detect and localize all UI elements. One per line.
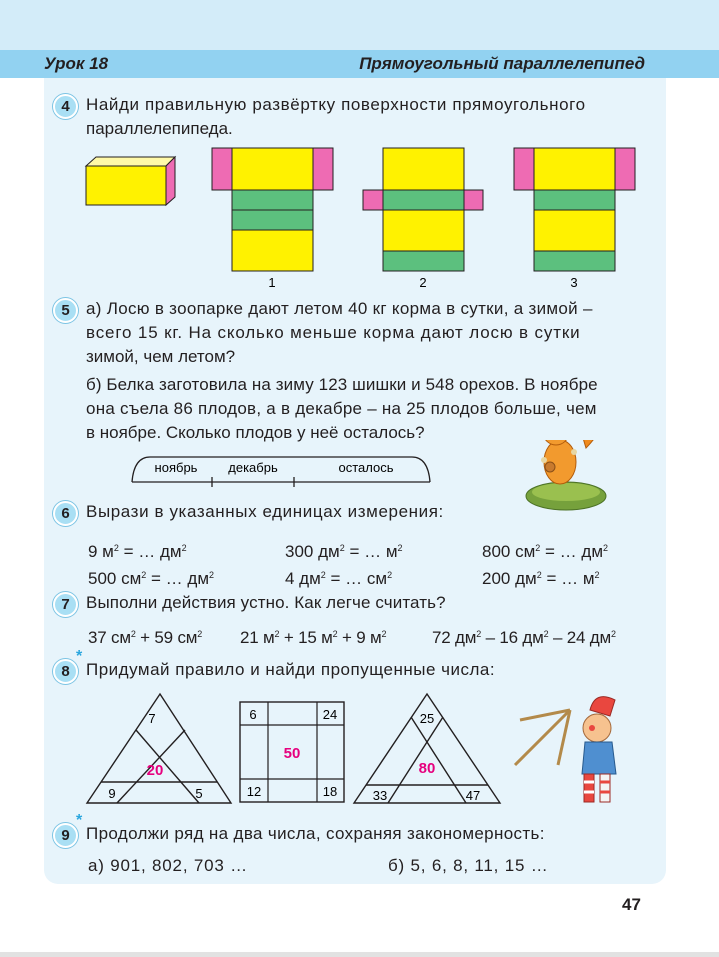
sequence-a: а) 901, 802, 703 … <box>88 856 248 875</box>
tri1-top: 7 <box>148 711 156 726</box>
task-4-number: 4 <box>53 94 78 119</box>
task-5b-line2: она съела 86 плодов, а в декабре – на 25 плодов больше, чем <box>86 399 597 418</box>
task-6-title: Вырази в указанных единицах измерения: <box>86 502 444 521</box>
task-8-figures <box>0 690 719 810</box>
task-5a-line1: а) Лосю в зоопарке дают летом 40 кг корма в сутки, а зимой – <box>86 299 593 318</box>
topic-title: Прямоугольный параллелепипед <box>359 54 645 73</box>
task-6-number: 6 <box>53 501 78 526</box>
task-8-number: 8 <box>53 659 78 684</box>
bottom-edge <box>0 952 719 957</box>
conversion-5: 4 $дм^2$ = … $см^2$ <box>285 569 393 588</box>
tri1-center: 20 <box>146 762 164 779</box>
task-5b-line1: б) Белка заготовила на зиму 123 шишки и 548 орехов. В ноябре <box>86 375 598 394</box>
number-square <box>240 702 344 802</box>
conversion-6: 200 $дм^2$ = … $м^2$ <box>482 569 600 588</box>
task-9-number: 9 <box>53 823 78 848</box>
expression-1: 37 $см^2 + 59$ $см^2$ <box>88 628 203 647</box>
sequence-b: б) 5, 6, 8, 11, 15 … <box>388 856 549 875</box>
net-3-label: 3 <box>570 275 578 290</box>
triangle-2 <box>354 694 500 803</box>
task-5a-line2: всего 15 кг. На сколько меньше корма дают лосю в сутки <box>86 323 581 342</box>
task-4-figures <box>0 0 719 300</box>
expression-3: 72 $дм^2 - 16$ $дм^2 - 24$ $дм^2$ <box>432 628 616 647</box>
tri2-center: 80 <box>418 760 436 777</box>
task-9-star: * <box>76 812 83 829</box>
expression-2: 21 $м^2 + 15$ $м^2 + 9$ $м^2$ <box>240 628 387 647</box>
triangle-1 <box>87 694 231 803</box>
net-2 <box>363 148 483 271</box>
square-bottom-right: 18 <box>322 784 338 799</box>
square-top-left: 6 <box>249 707 257 722</box>
tri1-left: 9 <box>108 786 116 801</box>
conversion-2: 300 $дм^2$ = … $м^2$ <box>285 542 403 561</box>
task-5-number: 5 <box>53 298 78 323</box>
task-8-title: Придумай правило и найди пропущенные числа: <box>86 660 496 679</box>
segment-remaining: осталось <box>338 460 394 475</box>
square-center: 50 <box>283 745 301 762</box>
clown-illustration <box>515 697 616 802</box>
task-9-title: Продолжи ряд на два числа, сохраняя закономерность: <box>86 824 545 843</box>
page-number: 47 <box>622 895 641 914</box>
square-bottom-left: 12 <box>246 784 262 799</box>
lesson-label: Урок 18 <box>44 54 109 73</box>
task-4-text-line1: Найди правильную развёртку поверхности прямоугольного <box>86 95 586 114</box>
tri2-right: 47 <box>465 788 481 803</box>
box-figure <box>86 157 175 205</box>
net-1-label: 1 <box>268 275 276 290</box>
task-4-text-line2: параллелепипеда. <box>86 119 233 138</box>
tri1-right: 5 <box>195 786 203 801</box>
net-1 <box>212 148 333 271</box>
task-7-number: 7 <box>53 592 78 617</box>
tri2-left: 33 <box>372 788 388 803</box>
net-3 <box>514 148 635 271</box>
task-5a-line3: зимой, чем летом? <box>86 347 236 366</box>
net-2-label: 2 <box>419 275 427 290</box>
task-7-title: Выполни действия устно. Как легче считать? <box>86 593 446 612</box>
segment-november: ноябрь <box>154 460 198 475</box>
task-5b-line3: в ноябре. Сколько плодов у неё осталось? <box>86 423 425 442</box>
conversion-4: 500 $см^2$ = … $дм^2$ <box>88 569 215 588</box>
task-8-star: * <box>76 648 83 665</box>
squirrel-illustration <box>526 440 606 510</box>
conversion-3: 800 $см^2$ = … $дм^2$ <box>482 542 609 561</box>
tri2-top: 25 <box>419 711 435 726</box>
square-top-right: 24 <box>322 707 338 722</box>
segment-december: декабрь <box>228 460 278 475</box>
conversion-1: 9 $м^2$ = … $дм^2$ <box>88 542 187 561</box>
